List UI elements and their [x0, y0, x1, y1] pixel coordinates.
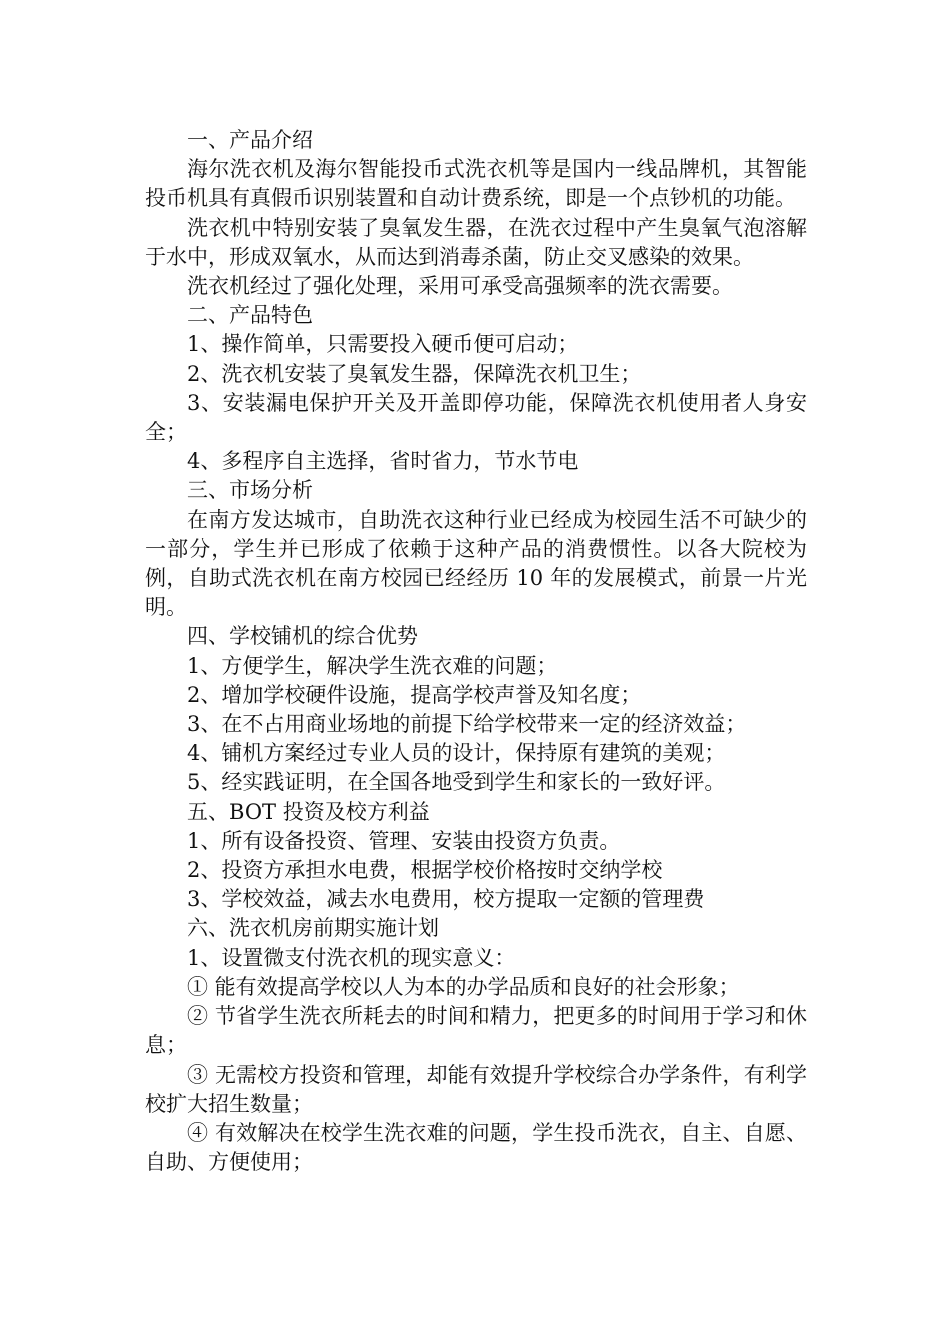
list-item-investment-2: 2、投资方承担水电费，根据学校价格按时交纳学校 — [187, 858, 663, 883]
heading-product-features: 二、产品特色 — [187, 303, 313, 328]
heading-market-analysis: 三、市场分析 — [187, 478, 313, 503]
heading-product-intro: 一、产品介绍 — [187, 128, 313, 152]
paragraph-product-intro-1: 海尔洗衣机及海尔智能投币式洗衣机等是国内一线品牌机，其智能投币机具有真假币识别装置和自动计费系统，即是一个点钞机的功能。 — [145, 157, 807, 211]
list-item-advantage-2: 2、增加学校硬件设施，提高学校声誉及知名度； — [187, 682, 642, 707]
list-item-investment-1: 1、所有设备投资、管理、安装由投资方负责。 — [187, 828, 621, 853]
list-item-significance-4: ④ 有效解决在校学生洗衣难的问题，学生投币洗衣，自主、自愿、自助、方便使用； — [145, 1120, 807, 1175]
list-item-significance-1: ① 能有效提高学校以人为本的办学品质和良好的社会形象； — [187, 974, 740, 999]
list-item-feature-1: 1、操作简单，只需要投入硬币便可启动； — [187, 332, 579, 357]
list-item-advantage-4: 4、铺机方案经过专业人员的设计，保持原有建筑的美观； — [187, 741, 726, 766]
list-item-significance-3: ③ 无需校方投资和管理，却能有效提升学校综合办学条件，有利学校扩大招生数量； — [145, 1062, 807, 1116]
list-item-significance-2: ② 节省学生洗衣所耗去的时间和精力，把更多的时间用于学习和休息； — [145, 1004, 807, 1058]
paragraph-market-analysis: 在南方发达城市，自助洗衣这种行业已经成为校园生活不可缺少的一部分，学生并已形成了依赖于这种产品的消费惯性。以各大院校为例，自助式洗衣机在南方校园已经经历 10 年的发展模式，前景一片光明。 — [145, 507, 807, 620]
list-item-advantage-1: 1、方便学生，解决学生洗衣难的问题； — [187, 653, 558, 678]
list-item-advantage-5: 5、经实践证明，在全国各地受到学生和家长的一致好评。 — [187, 770, 726, 795]
list-item-feature-4: 4、多程序自主选择，省时省力，节水节电 — [187, 449, 579, 474]
heading-bot-investment: 五、BOT 投资及校方利益 — [187, 799, 430, 824]
paragraph-product-intro-3: 洗衣机经过了强化处理，采用可承受高强频率的洗衣需要。 — [187, 274, 733, 299]
heading-school-advantages: 四、学校铺机的综合优势 — [187, 624, 418, 649]
paragraph-product-intro-2: 洗衣机中特别安装了臭氧发生器，在洗衣过程中产生臭氧气泡溶解于水中，形成双氧水，从而达到消毒杀菌，防止交叉感染的效果。 — [145, 215, 807, 269]
list-item-feature-3: 3、安装漏电保护开关及开盖即停功能，保障洗衣机使用者人身安全； — [145, 390, 807, 445]
list-item-investment-3: 3、学校效益，减去水电费用，校方提取一定额的管理费 — [187, 887, 705, 912]
list-item-advantage-3: 3、在不占用商业场地的前提下给学校带来一定的经济效益； — [187, 712, 747, 737]
list-item-feature-2: 2、洗衣机安装了臭氧发生器，保障洗衣机卫生； — [187, 361, 642, 386]
heading-implementation-plan: 六、洗衣机房前期实施计划 — [187, 916, 439, 941]
document-page — [145, 126, 807, 1177]
list-item-plan-1: 1、设置微支付洗衣机的现实意义： — [187, 945, 516, 970]
